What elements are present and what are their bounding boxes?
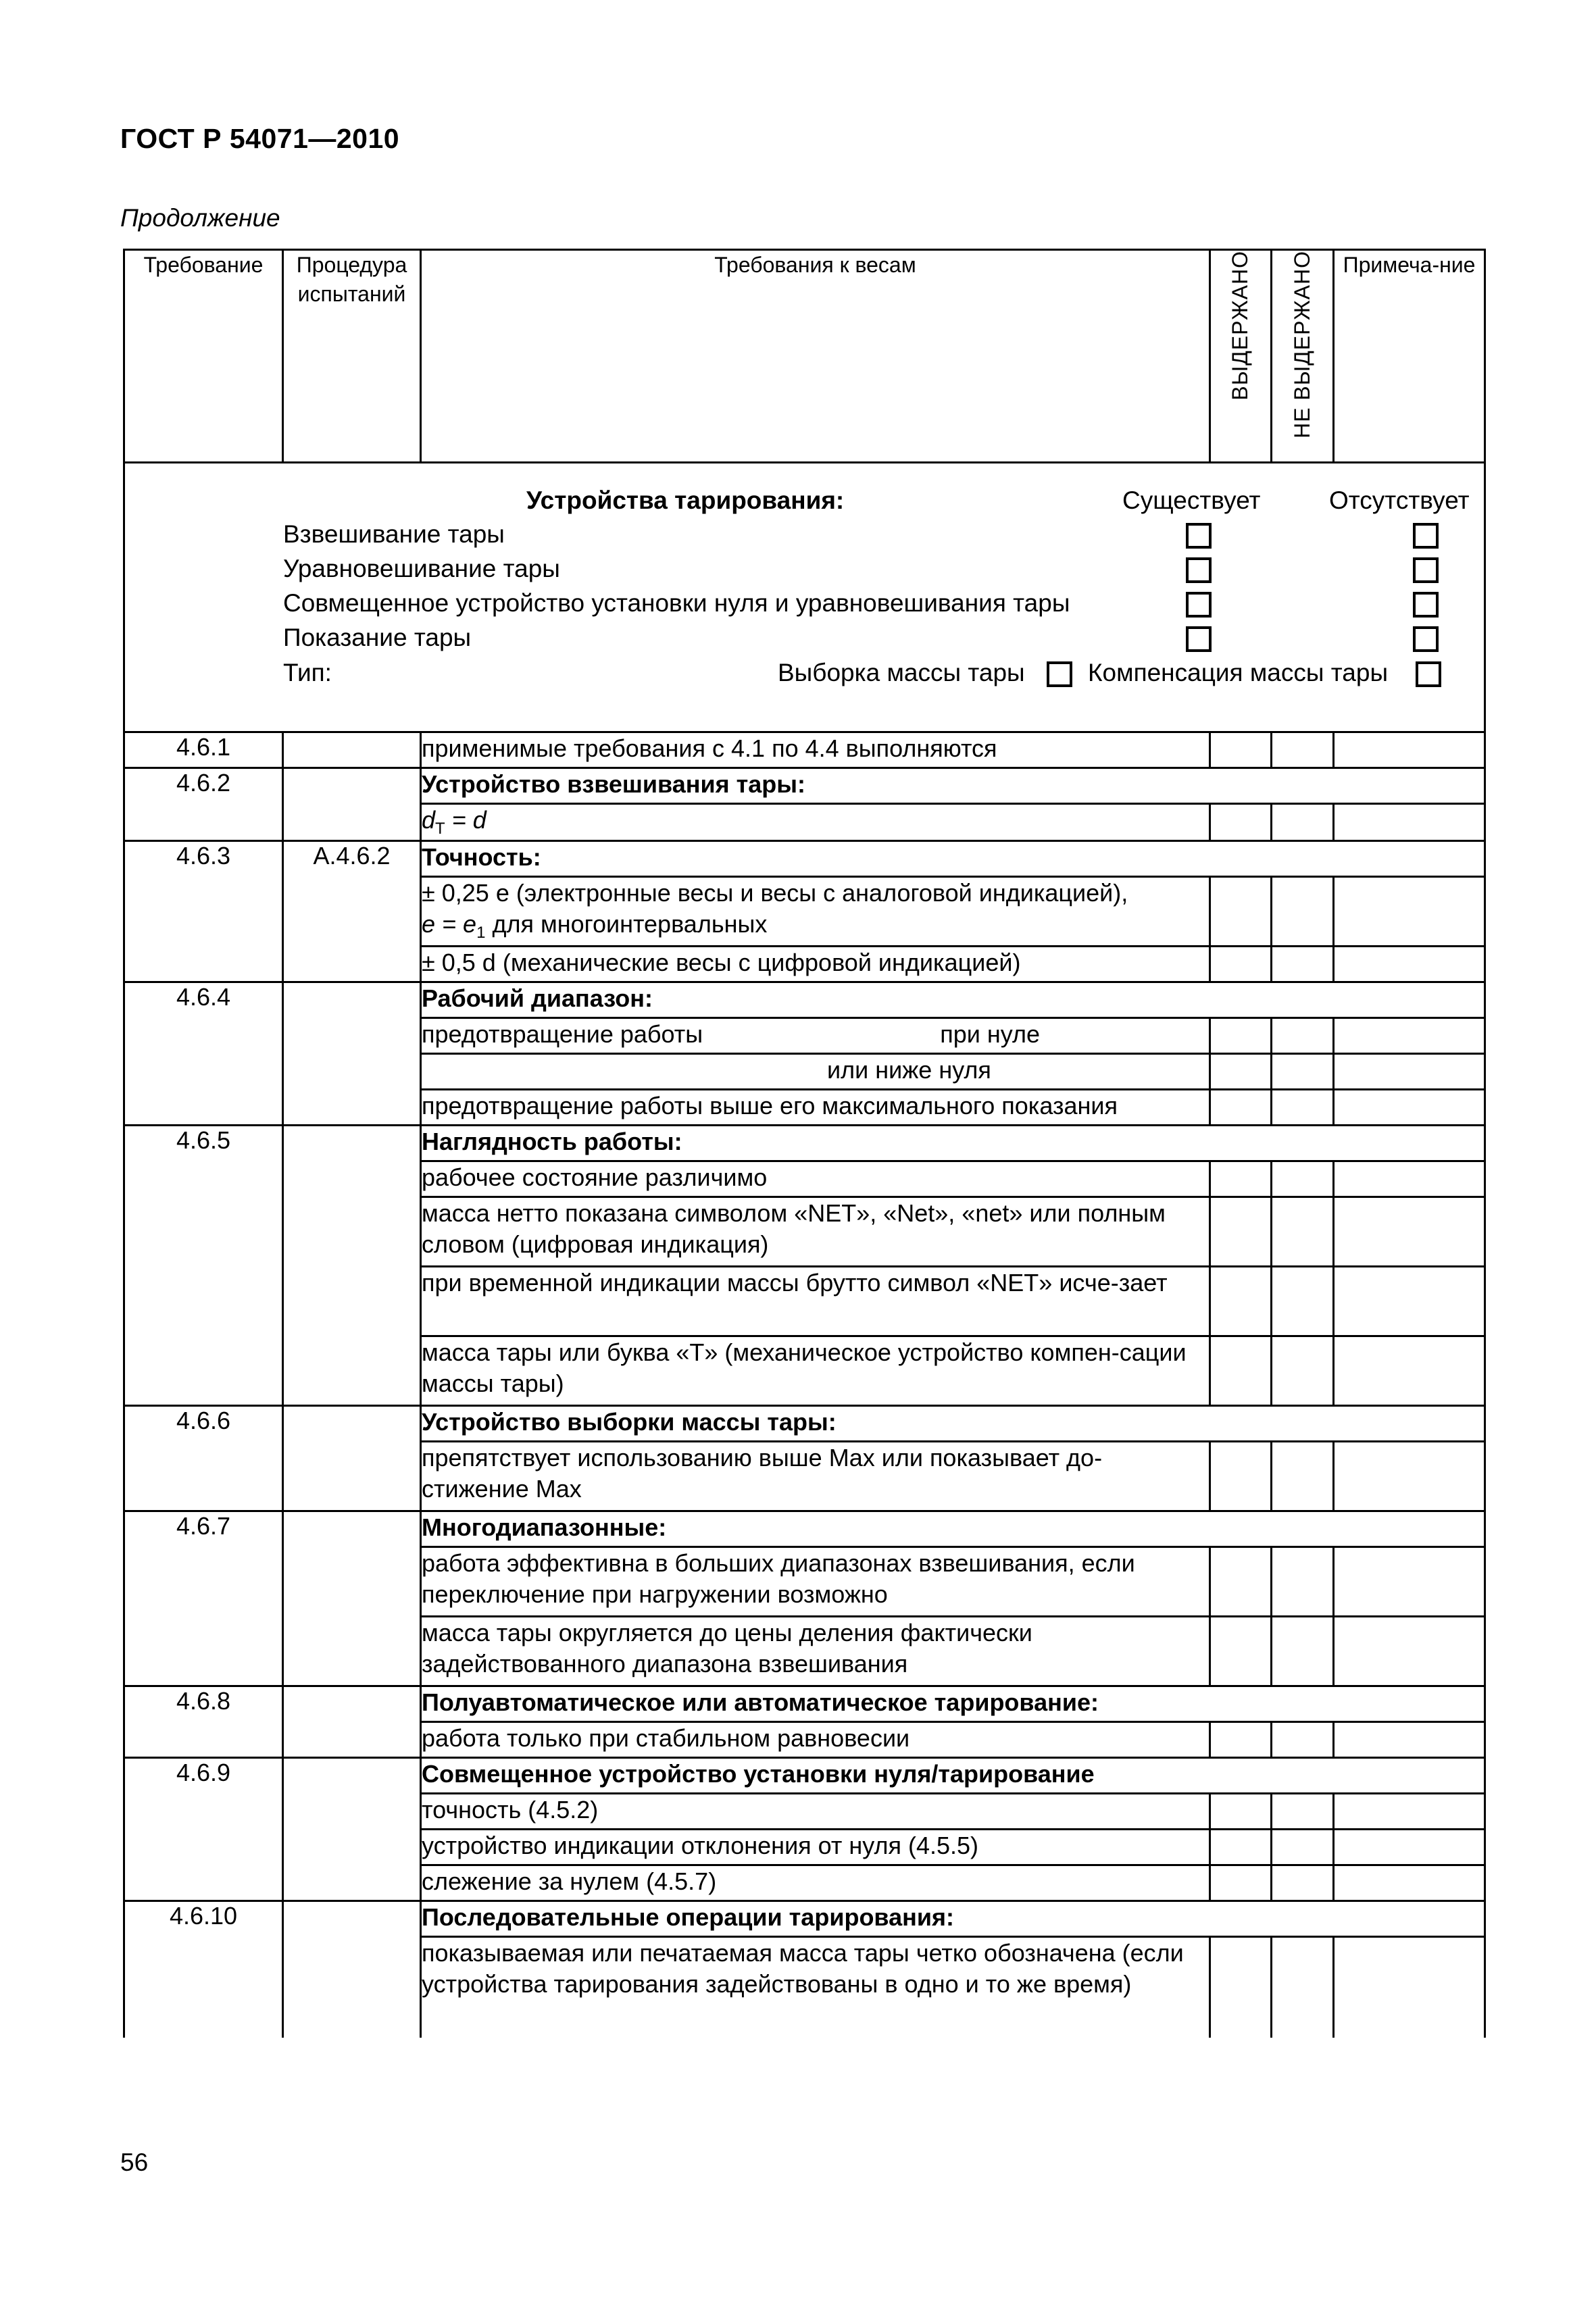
not-passed-cell[interactable]	[1272, 1616, 1334, 1686]
requirement-text: точность (4.5.2)	[421, 1793, 1210, 1829]
page-number: 56	[120, 2148, 149, 2176]
continuation-label: Продолжение	[120, 204, 280, 232]
note-cell[interactable]	[1334, 1441, 1485, 1511]
note-cell[interactable]	[1334, 1865, 1485, 1901]
requirement-text: препятствует использованию выше Max или показывает до-стижение Max	[421, 1441, 1210, 1511]
note-cell[interactable]	[1334, 876, 1485, 946]
not-passed-cell[interactable]	[1272, 1197, 1334, 1266]
passed-cell[interactable]	[1210, 1546, 1272, 1616]
checkbox-absent-balancing[interactable]	[1413, 557, 1439, 583]
note-cell[interactable]	[1334, 1793, 1485, 1829]
not-passed-cell[interactable]	[1272, 946, 1334, 982]
not-passed-cell[interactable]	[1272, 1161, 1334, 1197]
section-number: 4.6.6	[124, 1405, 283, 1511]
section-number: 4.6.2	[124, 768, 283, 841]
requirement-heading: Многодиапазонные:	[421, 1511, 1485, 1546]
note-cell[interactable]	[1334, 1266, 1485, 1336]
passed-cell[interactable]	[1210, 1336, 1272, 1405]
passed-cell[interactable]	[1210, 1197, 1272, 1266]
not-passed-cell[interactable]	[1272, 1266, 1334, 1336]
checkbox-absent-indication[interactable]	[1413, 626, 1439, 652]
procedure-cell	[283, 982, 421, 1125]
note-cell[interactable]	[1334, 1197, 1485, 1266]
requirement-text: ± 0,25 e (электронные весы и весы с аналоговой индикацией), $e = e_1$ для многоинтервальных	[421, 876, 1210, 946]
checkbox-exists-weighing[interactable]	[1186, 523, 1212, 549]
requirement-text: предотвращение работы выше его максимального показания	[421, 1089, 1210, 1125]
passed-cell[interactable]	[1210, 1721, 1272, 1757]
not-passed-cell[interactable]	[1272, 732, 1334, 768]
passed-cell[interactable]	[1210, 1017, 1272, 1053]
section-number: 4.6.10	[124, 1901, 283, 2038]
requirement-text: $d_T = d$	[421, 804, 1210, 841]
checkbox-type-subtraction[interactable]	[1047, 661, 1072, 687]
requirement-text: масса тары или буква «T» (механическое устройство компен-сации массы тары)	[421, 1336, 1210, 1405]
checkbox-exists-indication[interactable]	[1186, 626, 1212, 652]
passed-cell[interactable]	[1210, 732, 1272, 768]
note-cell[interactable]	[1334, 1721, 1485, 1757]
procedure-cell	[283, 1125, 421, 1405]
procedure-cell	[283, 1686, 421, 1757]
procedure-cell: А.4.6.2	[283, 840, 421, 982]
note-cell[interactable]	[1334, 1616, 1485, 1686]
not-passed-cell[interactable]	[1272, 1546, 1334, 1616]
requirement-text: слежение за нулем (4.5.7)	[421, 1865, 1210, 1901]
passed-cell[interactable]	[1210, 1936, 1272, 2038]
section-number: 4.6.8	[124, 1686, 283, 1757]
col-header-requirement: Требование	[124, 250, 283, 463]
tare-item: Совмещенное устройство установки нуля и уравновешивания тары	[283, 589, 1070, 617]
passed-cell[interactable]	[1210, 1441, 1272, 1511]
passed-cell[interactable]	[1210, 1865, 1272, 1901]
tare-devices-title: Устройства тарирования:	[526, 486, 845, 514]
not-passed-cell[interactable]	[1272, 1336, 1334, 1405]
requirement-text: предотвращение работы при нуле	[421, 1017, 1210, 1053]
not-passed-cell[interactable]	[1272, 1053, 1334, 1089]
procedure-cell	[283, 1405, 421, 1511]
not-passed-cell[interactable]	[1272, 1017, 1334, 1053]
not-passed-cell[interactable]	[1272, 1936, 1334, 2038]
type-subtraction-label: Выборка массы тары	[778, 659, 1025, 686]
not-passed-cell[interactable]	[1272, 1829, 1334, 1865]
requirement-text: работа эффективна в больших диапазонах взвешивания, если переключение при нагружении возможно	[421, 1546, 1210, 1616]
section-number: 4.6.4	[124, 982, 283, 1125]
not-passed-cell[interactable]	[1272, 1441, 1334, 1511]
requirement-text: работа только при стабильном равновесии	[421, 1721, 1210, 1757]
requirements-table	[123, 249, 1486, 2038]
not-passed-cell[interactable]	[1272, 1793, 1334, 1829]
checkbox-exists-combined[interactable]	[1186, 592, 1212, 618]
passed-cell[interactable]	[1210, 1793, 1272, 1829]
requirement-text: рабочее состояние различимо	[421, 1161, 1210, 1197]
note-cell[interactable]	[1334, 1053, 1485, 1089]
requirement-text: показываемая или печатаемая масса тары четко обозначена (если устройства тарирования задействованы в одно и то же время)	[421, 1936, 1210, 2038]
requirement-heading: Точность:	[421, 840, 1485, 876]
not-passed-cell[interactable]	[1272, 1721, 1334, 1757]
exists-label: Существует	[1122, 486, 1261, 514]
procedure-cell	[283, 768, 421, 841]
col-header-passed: ВЫДЕРЖАНО	[1210, 250, 1272, 463]
not-passed-cell[interactable]	[1272, 804, 1334, 841]
requirement-text: применимые требования с 4.1 по 4.4 выполняются	[421, 732, 1210, 768]
note-cell[interactable]	[1334, 1546, 1485, 1616]
procedure-cell	[283, 1511, 421, 1686]
note-cell[interactable]	[1334, 1161, 1485, 1197]
requirement-heading: Рабочий диапазон:	[421, 982, 1485, 1017]
section-number: 4.6.9	[124, 1757, 283, 1901]
passed-cell[interactable]	[1210, 804, 1272, 841]
requirement-text: масса нетто показана символом «NET», «Net», «net» или полным словом (цифровая индикация)	[421, 1197, 1210, 1266]
passed-cell[interactable]	[1210, 946, 1272, 982]
checkbox-absent-weighing[interactable]	[1413, 523, 1439, 549]
passed-cell[interactable]	[1210, 1161, 1272, 1197]
passed-cell[interactable]	[1210, 1266, 1272, 1336]
tare-item: Взвешивание тары	[283, 520, 505, 548]
passed-cell[interactable]	[1210, 1089, 1272, 1125]
note-cell[interactable]	[1334, 946, 1485, 982]
col-header-note: Примеча-ние	[1334, 250, 1485, 463]
requirement-text: устройство индикации отклонения от нуля (4.5.5)	[421, 1829, 1210, 1865]
note-cell[interactable]	[1334, 1829, 1485, 1865]
requirement-text: или ниже нуля	[421, 1053, 1210, 1089]
requirement-text: при временной индикации массы брутто символ «NET» исче-зает	[421, 1266, 1210, 1336]
absent-label: Отсутствует	[1329, 486, 1470, 514]
requirement-text: ± 0,5 d (механические весы с цифровой индикацией)	[421, 946, 1210, 982]
col-header-procedure: Процедура испытаний	[283, 250, 421, 463]
not-passed-cell[interactable]	[1272, 876, 1334, 946]
procedure-cell	[283, 1901, 421, 2038]
requirement-heading: Последовательные операции тарирования:	[421, 1901, 1485, 1936]
checkbox-type-compensation[interactable]	[1416, 661, 1441, 687]
tare-item: Показание тары	[283, 624, 472, 651]
type-compensation-label: Компенсация массы тары	[1088, 659, 1389, 686]
procedure-cell	[283, 1757, 421, 1901]
checkbox-absent-combined[interactable]	[1413, 592, 1439, 618]
note-cell[interactable]	[1334, 732, 1485, 768]
requirement-heading: Устройство выборки массы тары:	[421, 1405, 1485, 1441]
requirement-text: масса тары округляется до цены деления фактически задействованного диапазона взвешивания	[421, 1616, 1210, 1686]
checkbox-exists-balancing[interactable]	[1186, 557, 1212, 583]
note-cell[interactable]	[1334, 1336, 1485, 1405]
document-title: ГОСТ Р 54071—2010	[120, 123, 400, 154]
tare-devices-block	[125, 468, 1484, 731]
section-number: 4.6.3	[124, 840, 283, 982]
note-cell[interactable]	[1334, 1936, 1485, 2038]
not-passed-cell[interactable]	[1272, 1865, 1334, 1901]
passed-cell[interactable]	[1210, 1053, 1272, 1089]
section-number: 4.6.1	[124, 732, 283, 768]
procedure-cell	[283, 732, 421, 768]
requirement-heading: Наглядность работы:	[421, 1125, 1485, 1161]
passed-cell[interactable]	[1210, 876, 1272, 946]
section-number: 4.6.7	[124, 1511, 283, 1686]
type-label: Тип:	[283, 659, 332, 686]
col-header-not-passed: НЕ ВЫДЕРЖАНО	[1272, 250, 1334, 463]
note-cell[interactable]	[1334, 1017, 1485, 1053]
requirement-heading: Устройство взвешивания тары:	[421, 768, 1485, 804]
note-cell[interactable]	[1334, 1089, 1485, 1125]
note-cell[interactable]	[1334, 804, 1485, 841]
passed-cell[interactable]	[1210, 1829, 1272, 1865]
passed-cell[interactable]	[1210, 1616, 1272, 1686]
not-passed-cell[interactable]	[1272, 1089, 1334, 1125]
col-header-scales-requirements: Требования к весам	[421, 250, 1210, 463]
requirement-heading: Совмещенное устройство установки нуля/тарирование	[421, 1757, 1485, 1793]
tare-item: Уравновешивание тары	[283, 555, 560, 582]
section-number: 4.6.5	[124, 1125, 283, 1405]
requirement-heading: Полуавтоматическое или автоматическое тарирование:	[421, 1686, 1485, 1721]
